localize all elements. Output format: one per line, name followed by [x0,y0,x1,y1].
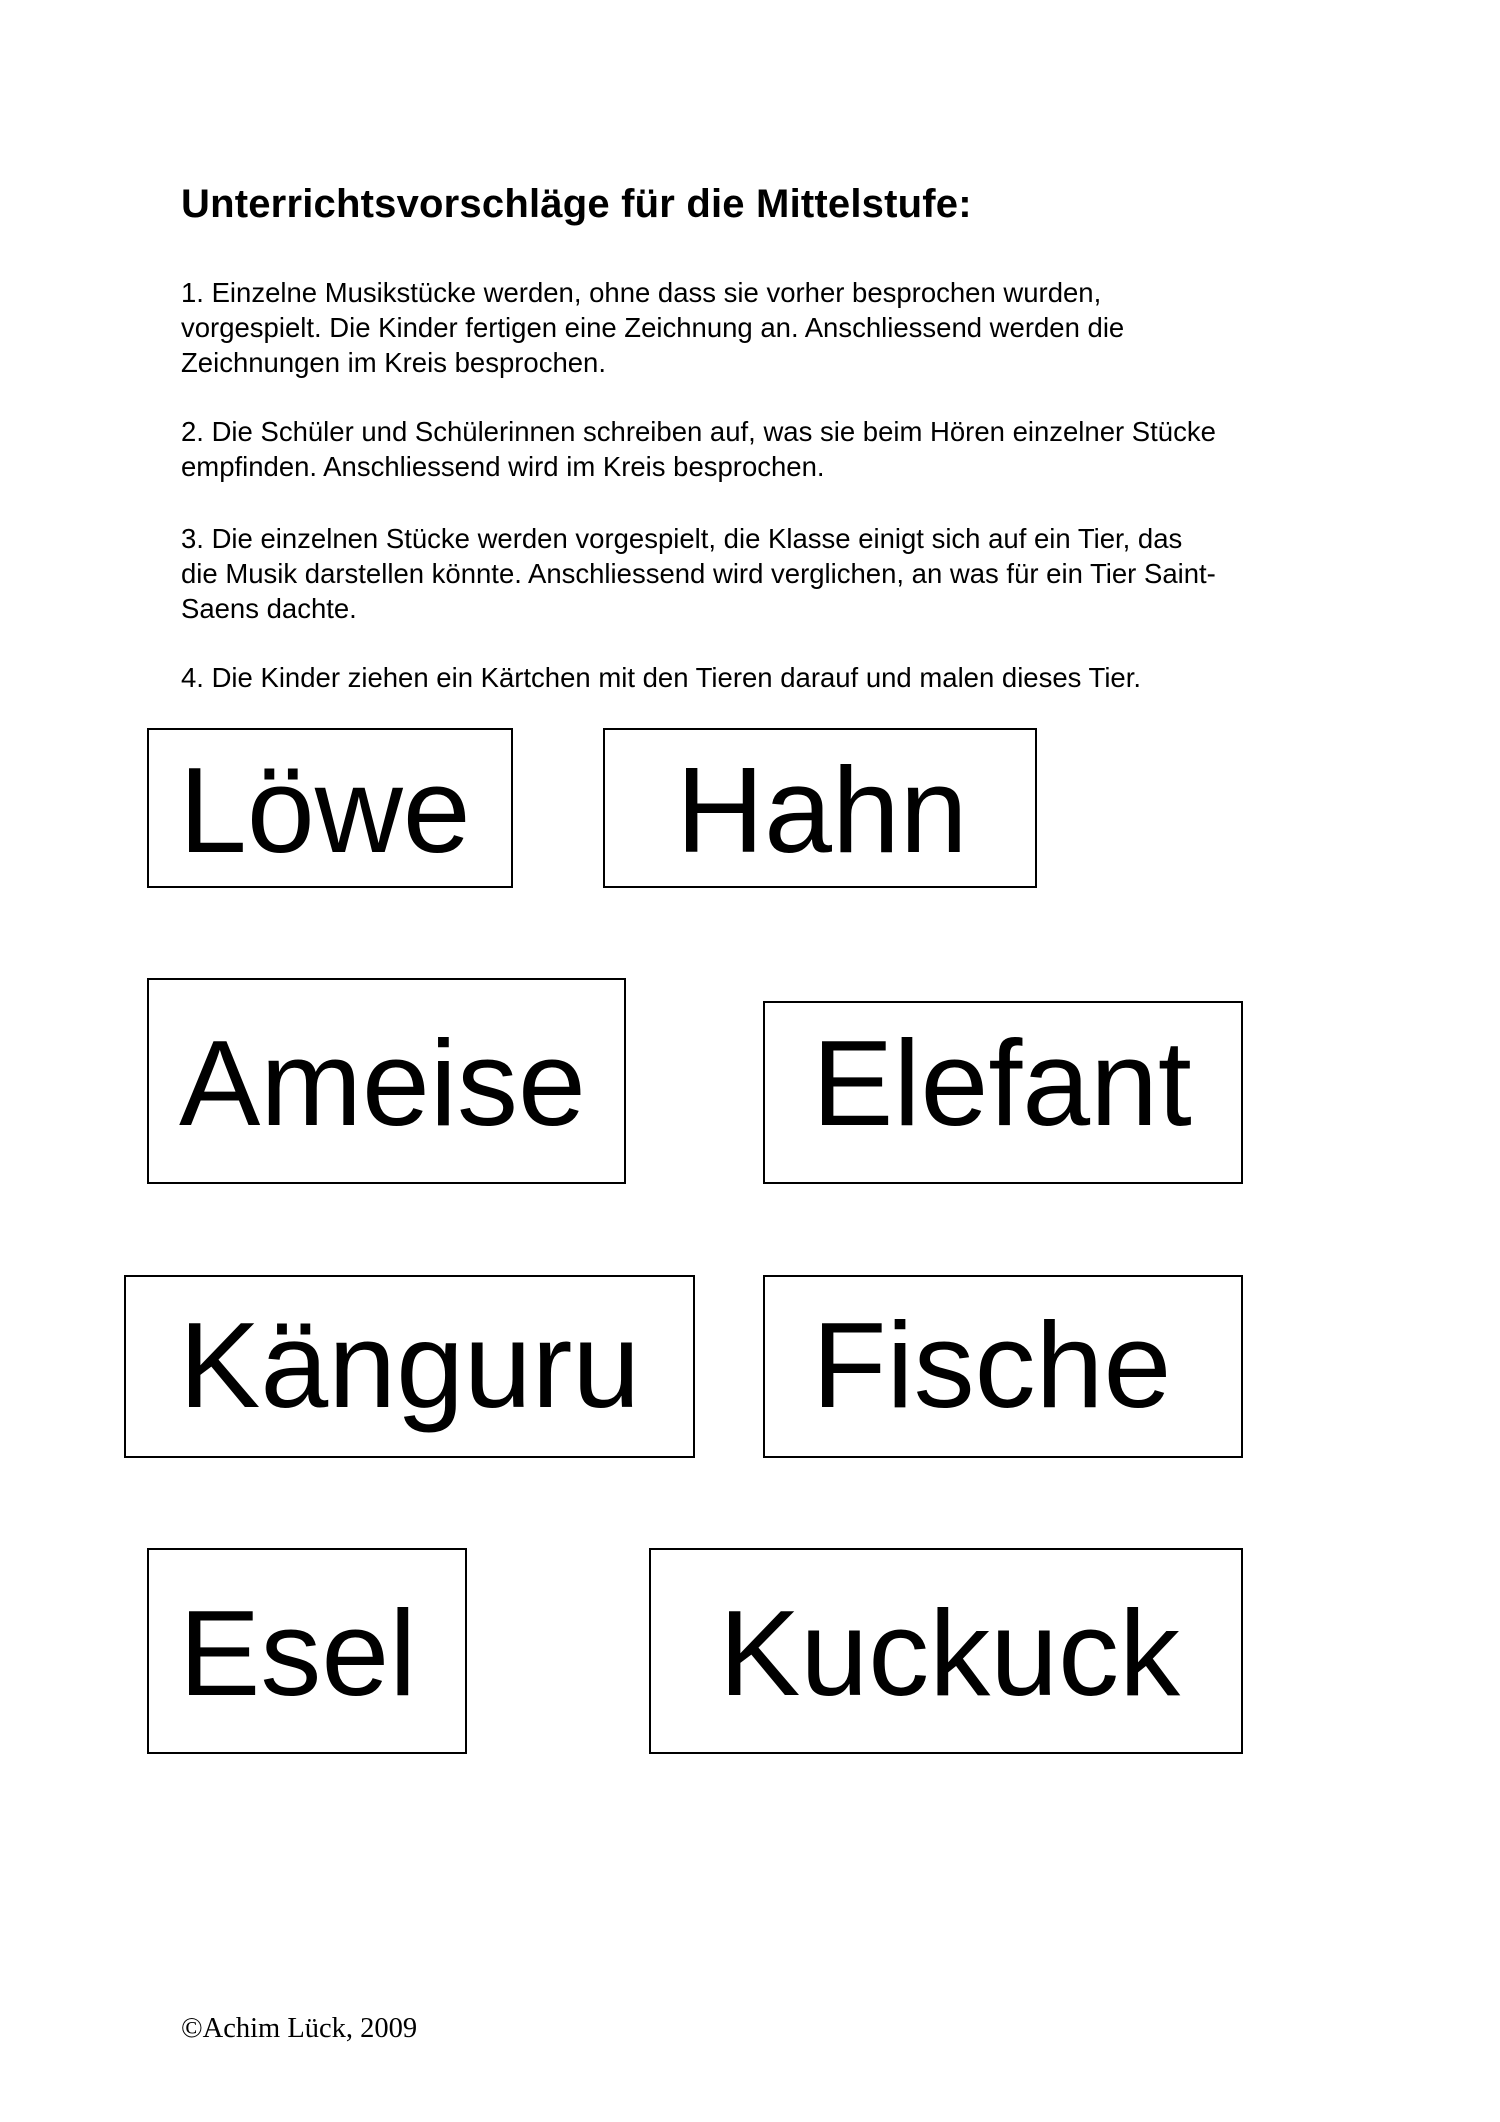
suggestion-1-line-3: Zeichnungen im Kreis besprochen. [181,347,606,378]
animal-card-label: Kuckuck [719,1585,1181,1721]
animal-card-esel [147,1548,467,1754]
animal-card-label: Känguru [179,1297,641,1433]
suggestion-2-line-2: empfinden. Anschliessend wird im Kreis besprochen. [181,451,825,482]
animal-card-ameise [147,978,626,1184]
animal-card-label: Ameise [179,1015,586,1151]
suggestion-4 [181,660,1361,695]
animal-card-kaenguru [124,1275,695,1458]
animal-card-elefant [763,1001,1243,1184]
animal-card-label: Löwe [179,742,471,878]
animal-card-label: Elefant [812,1015,1192,1151]
animal-card-label: Fische [812,1297,1172,1433]
animal-card-loewe [147,728,513,888]
suggestion-1-line-2: vorgespielt. Die Kinder fertigen eine Zeichnung an. Anschliessend werden die [181,312,1125,343]
copyright-footer: ©Achim Lück, 2009 [181,2013,418,2044]
page-title: Unterrichtsvorschläge für die Mittelstufe: [181,182,972,226]
suggestion-3 [181,521,1361,626]
animal-card-label: Hahn [676,742,968,878]
suggestion-4-line-1: 4. Die Kinder ziehen ein Kärtchen mit den Tieren darauf und malen dieses Tier. [181,662,1142,693]
animal-card-kuckuck [649,1548,1243,1754]
suggestion-2 [181,414,1361,484]
suggestion-3-line-1: 3. Die einzelnen Stücke werden vorgespielt, die Klasse einigt sich auf ein Tier, das [181,523,1183,554]
suggestion-1-line-1: 1. Einzelne Musikstücke werden, ohne dass sie vorher besprochen wurden, [181,277,1102,308]
animal-card-fische [763,1275,1243,1458]
suggestion-2-line-1: 2. Die Schüler und Schülerinnen schreiben auf, was sie beim Hören einzelner Stücke [181,416,1216,447]
suggestion-3-line-2: die Musik darstellen könnte. Anschliessend wird verglichen, an was für ein Tier Saint- [181,558,1216,589]
suggestion-3-line-3: Saens dachte. [181,593,357,624]
animal-card-label: Esel [179,1585,417,1721]
suggestion-1 [181,275,1361,380]
animal-card-hahn [603,728,1037,888]
